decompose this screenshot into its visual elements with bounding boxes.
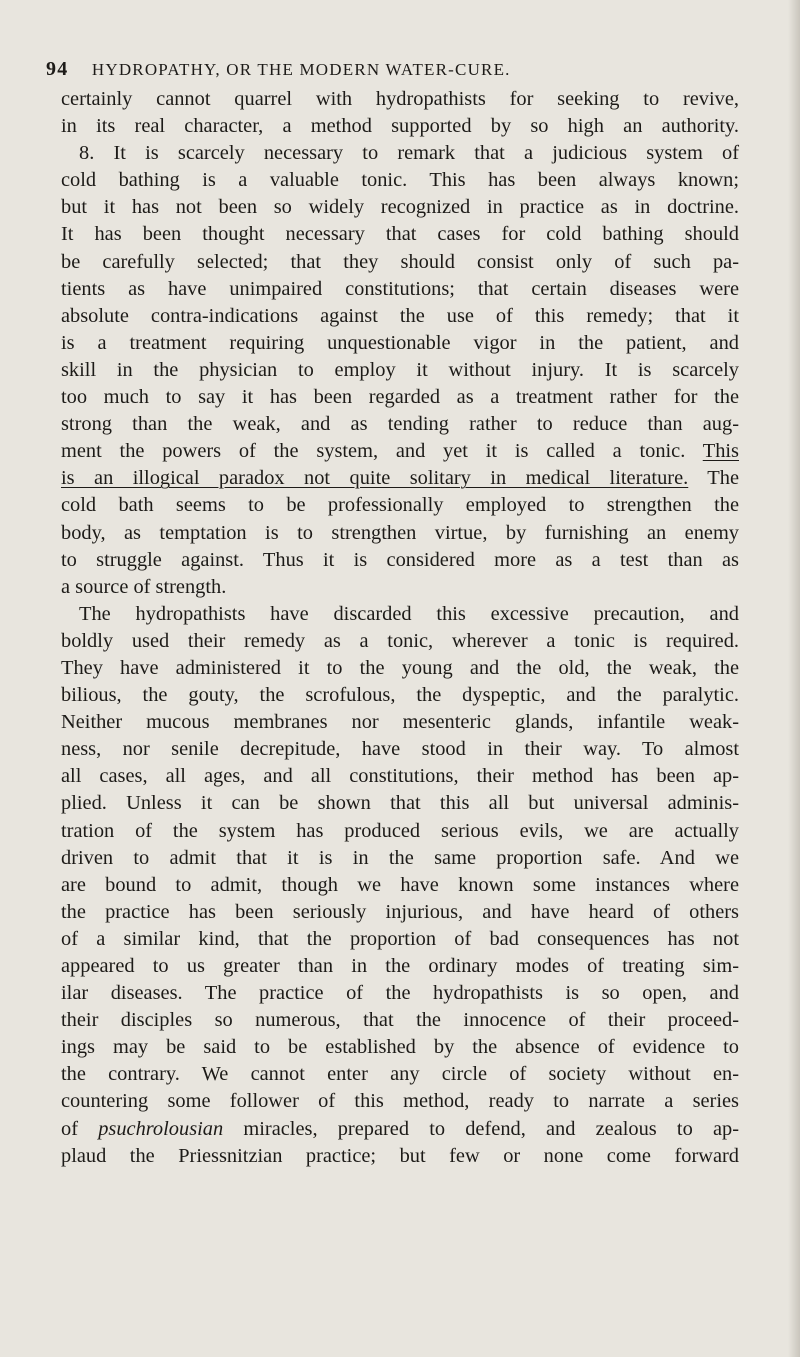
text-line — [61, 465, 739, 492]
text-line: absolute contra-indications against the use of this remedy; that it — [61, 304, 739, 327]
page-edge-shadow — [788, 0, 800, 1357]
text-line: appeared to us greater than in the ordinary modes of treating sim- — [61, 955, 739, 977]
text-fragment: The — [707, 467, 739, 490]
text-line: boldly used their remedy as a tonic, wherever a tonic is required. — [61, 629, 739, 652]
text-line: They have administered it to the young and the old, the weak, the — [61, 656, 739, 679]
text-line: plaud the Priessnitzian practice; but few or none come forward — [61, 1144, 739, 1167]
text-line: strong than the weak, and as tending rather to reduce than aug- — [61, 413, 739, 436]
text-line: in its real character, a method supported by so high an authority. — [61, 115, 739, 138]
text-line: is a treatment requiring unquestionable vigor in the patient, and — [61, 331, 739, 354]
text-fragment: ment the powers of the system, and yet it is called a tonic. — [61, 440, 686, 463]
text-line: but it has not been so widely recognized in practice as in doctrine. — [61, 196, 739, 219]
text-line: too much to say it has been regarded as a treatment rather for the — [61, 386, 739, 409]
text-fragment: of — [61, 1117, 78, 1140]
text-line: are bound to admit, though we have known some instances where — [61, 873, 739, 896]
text-line — [61, 1116, 739, 1143]
text-line: be carefully selected; that they should consist only of such pa- — [61, 250, 739, 273]
text-line: driven to admit that it is in the same proportion safe. And we — [61, 846, 739, 869]
text-line: cold bathing is a valuable tonic. This has been always known; — [61, 169, 739, 192]
running-title: HYDROPATHY, OR THE MODERN WATER-CURE. — [91, 60, 511, 79]
running-header — [46, 58, 746, 81]
text-line: certainly cannot quarrel with hydropathists for seeking to revive, — [61, 88, 739, 110]
text-line: Neither mucous membranes nor mesenteric glands, infantile weak- — [61, 711, 739, 734]
italic-fragment: psuchrolousian — [98, 1117, 224, 1140]
underlined-fragment: is an illogical paradox not quite solitary in medical literature. — [61, 467, 689, 490]
text-line: countering some follower of this method, ready to narrate a series — [61, 1090, 739, 1113]
text-line: the contrary. We cannot enter any circle of society without en- — [61, 1063, 739, 1086]
text-line: the practice has been seriously injurious, and have heard of others — [61, 900, 739, 923]
text-line: tients as have unimpaired constitutions; that certain diseases were — [61, 277, 739, 300]
text-line: body, as temptation is to strengthen virtue, by furnishing an enemy — [61, 521, 739, 544]
text-line: of a similar kind, that the proportion of bad consequences has not — [61, 927, 739, 950]
text-line: It has been thought necessary that cases for cold bathing should — [61, 223, 739, 246]
text-line: their disciples so numerous, that the innocence of their proceed- — [61, 1009, 739, 1032]
text-fragment: miracles, prepared to defend, and zealous to ap- — [243, 1117, 739, 1140]
underlined-fragment: This — [702, 440, 739, 463]
text-line: ness, nor senile decrepitude, have stood in their way. To almost — [61, 738, 739, 761]
text-line: ilar diseases. The practice of the hydropathists is so open, and — [61, 982, 739, 1005]
text-line: to struggle against. Thus it is considered more as a test than as — [61, 548, 739, 571]
paragraph-end-line: a source of strength. — [61, 575, 227, 598]
paragraph-start-line: 8. It is scarcely necessary to remark that a judicious system of — [79, 142, 739, 165]
text-line: bilious, the gouty, the scrofulous, the dyspeptic, and the paralytic. — [61, 684, 739, 707]
text-line: plied. Unless it can be shown that this all but universal adminis- — [61, 792, 739, 815]
text-line: ings may be said to be established by the absence of evidence to — [61, 1036, 739, 1059]
text-line: cold bath seems to be professionally employed to strengthen the — [61, 494, 739, 517]
body-text — [61, 86, 739, 1170]
text-line — [61, 438, 739, 465]
text-line: tration of the system has produced serious evils, we are actually — [61, 819, 739, 842]
paragraph-start-line: The hydropathists have discarded this excessive precaution, and — [79, 602, 739, 625]
text-line: all cases, all ages, and all constitutions, their method has been ap- — [61, 765, 739, 788]
text-line: skill in the physician to employ it without injury. It is scarcely — [61, 358, 739, 381]
page-number: 94 — [46, 58, 69, 80]
